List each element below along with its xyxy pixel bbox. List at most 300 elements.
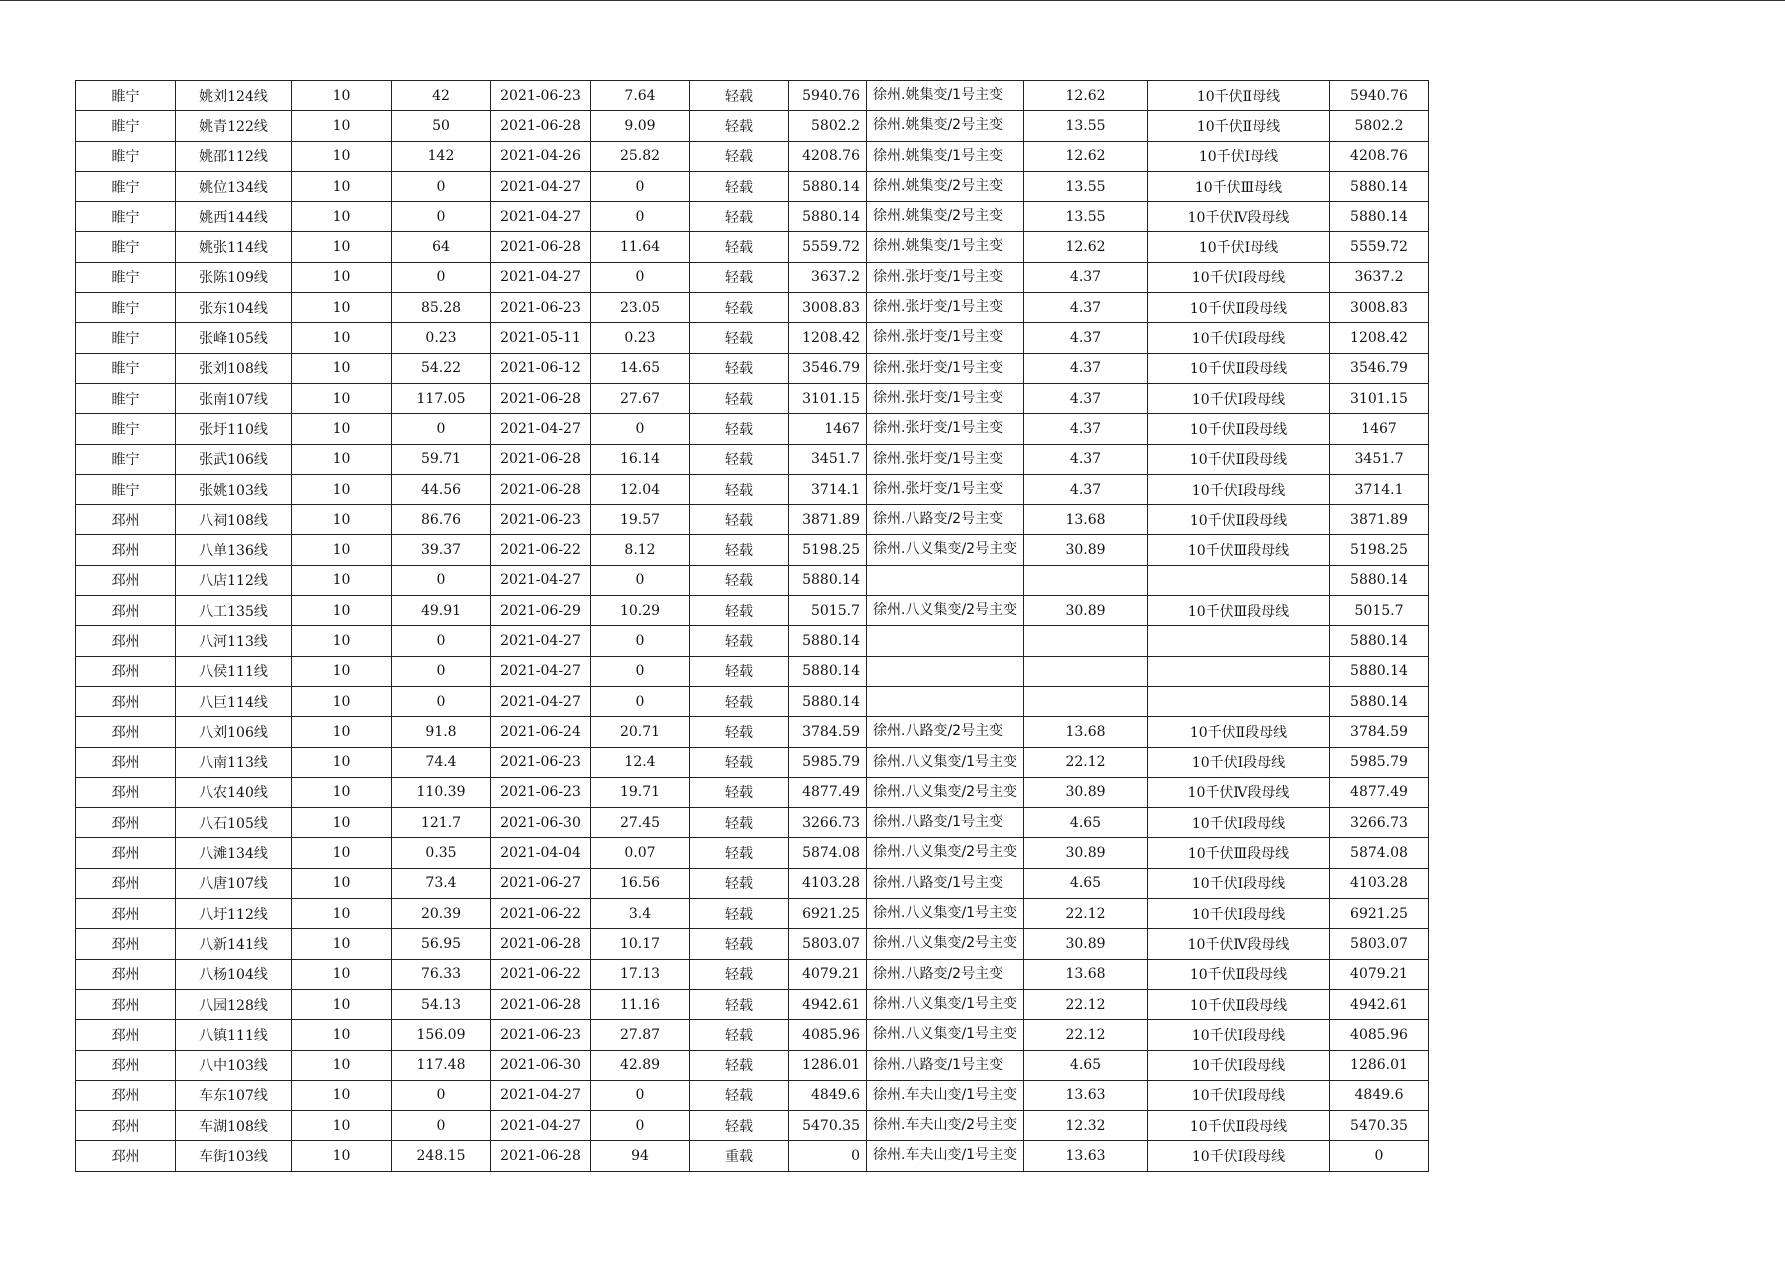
- table-row: [76, 141, 1429, 171]
- cell-load-status: 轻载: [690, 141, 789, 171]
- cell-load-status: 轻载: [690, 868, 789, 898]
- cell-voltage: 10: [292, 444, 392, 474]
- cell-transformer-rate: 22.12: [1024, 1020, 1148, 1050]
- cell-load-value: 73.4: [392, 868, 491, 898]
- table-row: [76, 808, 1429, 838]
- cell-remaining-capacity: 3546.79: [1330, 353, 1429, 383]
- cell-load-rate: 0: [591, 1111, 690, 1141]
- cell-substation: 徐州.车夫山变/1号主变: [867, 1141, 1024, 1171]
- cell-load-rate: 3.4: [591, 899, 690, 929]
- cell-remaining-capacity: 5874.08: [1330, 838, 1429, 868]
- cell-remaining-capacity: 5985.79: [1330, 747, 1429, 777]
- cell-area: 睢宁: [76, 141, 176, 171]
- cell-remaining-capacity: 5940.76: [1330, 81, 1429, 111]
- cell-date: 2021-06-24: [491, 717, 591, 747]
- cell-substation: 徐州.八路变/1号主变: [867, 1050, 1024, 1080]
- cell-line-name: 八新141线: [176, 929, 292, 959]
- cell-line-name: 张东104线: [176, 293, 292, 323]
- cell-load-rate: 7.64: [591, 81, 690, 111]
- cell-load-value: 85.28: [392, 293, 491, 323]
- cell-substation: [867, 626, 1024, 656]
- cell-remaining-capacity: 4085.96: [1330, 1020, 1429, 1050]
- cell-date: 2021-06-28: [491, 1141, 591, 1171]
- cell-substation: [867, 686, 1024, 716]
- cell-remaining-capacity: 3266.73: [1330, 808, 1429, 838]
- cell-substation: 徐州.姚集变/2号主变: [867, 202, 1024, 232]
- table-row: [76, 989, 1429, 1019]
- cell-area: 邳州: [76, 929, 176, 959]
- cell-area: 睢宁: [76, 171, 176, 201]
- cell-load-status: 轻载: [690, 171, 789, 201]
- cell-load-status: 轻载: [690, 929, 789, 959]
- cell-load-status: 轻载: [690, 777, 789, 807]
- cell-line-name: 八石105线: [176, 808, 292, 838]
- cell-substation: 徐州.车夫山变/2号主变: [867, 1111, 1024, 1141]
- cell-bus-section: 10千伏Ⅱ段母线: [1148, 505, 1330, 535]
- cell-transformer-rate: 30.89: [1024, 596, 1148, 626]
- cell-date: 2021-06-28: [491, 444, 591, 474]
- cell-capacity: 1208.42: [789, 323, 867, 353]
- cell-load-value: 39.37: [392, 535, 491, 565]
- cell-remaining-capacity: 3008.83: [1330, 293, 1429, 323]
- cell-load-rate: 11.64: [591, 232, 690, 262]
- table-row: [76, 262, 1429, 292]
- cell-load-value: 54.13: [392, 989, 491, 1019]
- cell-capacity: 5803.07: [789, 929, 867, 959]
- cell-load-value: 0: [392, 1111, 491, 1141]
- cell-line-name: 八园128线: [176, 989, 292, 1019]
- cell-remaining-capacity: 5559.72: [1330, 232, 1429, 262]
- cell-substation: 徐州.八路变/2号主变: [867, 505, 1024, 535]
- cell-voltage: 10: [292, 565, 392, 595]
- cell-remaining-capacity: 0: [1330, 1141, 1429, 1171]
- cell-date: 2021-04-27: [491, 565, 591, 595]
- cell-substation: 徐州.姚集变/1号主变: [867, 81, 1024, 111]
- cell-remaining-capacity: 5880.14: [1330, 686, 1429, 716]
- cell-voltage: 10: [292, 989, 392, 1019]
- cell-voltage: 10: [292, 414, 392, 444]
- cell-date: 2021-04-27: [491, 262, 591, 292]
- cell-line-name: 姚青122线: [176, 111, 292, 141]
- table-row: [76, 81, 1429, 111]
- cell-load-status: 轻载: [690, 808, 789, 838]
- cell-load-value: 49.91: [392, 596, 491, 626]
- cell-bus-section: 10千伏Ⅱ母线: [1148, 111, 1330, 141]
- table-row: [76, 899, 1429, 929]
- table-row: [76, 111, 1429, 141]
- table-row: [76, 414, 1429, 444]
- cell-substation: 徐州.张圩变/1号主变: [867, 444, 1024, 474]
- cell-bus-section: 10千伏Ⅰ段母线: [1148, 808, 1330, 838]
- cell-load-rate: 8.12: [591, 535, 690, 565]
- cell-remaining-capacity: 5803.07: [1330, 929, 1429, 959]
- cell-transformer-rate: 4.65: [1024, 868, 1148, 898]
- cell-area: 邳州: [76, 747, 176, 777]
- cell-line-name: 姚西144线: [176, 202, 292, 232]
- cell-capacity: 5880.14: [789, 686, 867, 716]
- cell-remaining-capacity: 5802.2: [1330, 111, 1429, 141]
- cell-capacity: 4942.61: [789, 989, 867, 1019]
- cell-substation: 徐州.姚集变/1号主变: [867, 141, 1024, 171]
- cell-substation: 徐州.八义集变/2号主变: [867, 838, 1024, 868]
- cell-load-rate: 42.89: [591, 1050, 690, 1080]
- cell-remaining-capacity: 5880.14: [1330, 171, 1429, 201]
- table-row: [76, 383, 1429, 413]
- cell-date: 2021-06-12: [491, 353, 591, 383]
- cell-line-name: 八刘106线: [176, 717, 292, 747]
- cell-capacity: 5880.14: [789, 626, 867, 656]
- cell-date: 2021-06-23: [491, 81, 591, 111]
- cell-voltage: 10: [292, 656, 392, 686]
- cell-load-status: 轻载: [690, 202, 789, 232]
- cell-area: 睢宁: [76, 81, 176, 111]
- cell-voltage: 10: [292, 808, 392, 838]
- cell-load-status: 轻载: [690, 1050, 789, 1080]
- cell-load-value: 248.15: [392, 1141, 491, 1171]
- cell-transformer-rate: 13.55: [1024, 202, 1148, 232]
- cell-capacity: 5880.14: [789, 202, 867, 232]
- cell-transformer-rate: 4.37: [1024, 414, 1148, 444]
- cell-area: 邳州: [76, 596, 176, 626]
- cell-remaining-capacity: 5880.14: [1330, 656, 1429, 686]
- cell-date: 2021-04-27: [491, 656, 591, 686]
- cell-capacity: 5015.7: [789, 596, 867, 626]
- cell-transformer-rate: 4.37: [1024, 323, 1148, 353]
- table-row: [76, 596, 1429, 626]
- cell-bus-section: 10千伏Ⅳ段母线: [1148, 202, 1330, 232]
- cell-load-value: 74.4: [392, 747, 491, 777]
- cell-line-name: 八祠108线: [176, 505, 292, 535]
- cell-bus-section: 10千伏Ⅱ段母线: [1148, 959, 1330, 989]
- cell-substation: 徐州.八路变/1号主变: [867, 808, 1024, 838]
- cell-capacity: 1286.01: [789, 1050, 867, 1080]
- cell-date: 2021-06-28: [491, 111, 591, 141]
- cell-bus-section: 10千伏Ⅰ段母线: [1148, 1141, 1330, 1171]
- cell-load-rate: 23.05: [591, 293, 690, 323]
- table-row: [76, 1111, 1429, 1141]
- cell-load-rate: 10.17: [591, 929, 690, 959]
- cell-load-rate: 0: [591, 202, 690, 232]
- cell-load-status: 轻载: [690, 1020, 789, 1050]
- table-row: [76, 505, 1429, 535]
- cell-load-value: 54.22: [392, 353, 491, 383]
- cell-date: 2021-06-23: [491, 505, 591, 535]
- cell-load-status: 轻载: [690, 656, 789, 686]
- cell-bus-section: 10千伏Ⅰ母线: [1148, 232, 1330, 262]
- cell-date: 2021-06-28: [491, 474, 591, 504]
- cell-bus-section: 10千伏Ⅰ段母线: [1148, 262, 1330, 292]
- cell-voltage: 10: [292, 474, 392, 504]
- cell-transformer-rate: 30.89: [1024, 535, 1148, 565]
- cell-capacity: 5880.14: [789, 171, 867, 201]
- cell-line-name: 八农140线: [176, 777, 292, 807]
- cell-remaining-capacity: 4079.21: [1330, 959, 1429, 989]
- cell-line-name: 车湖108线: [176, 1111, 292, 1141]
- cell-load-rate: 27.45: [591, 808, 690, 838]
- cell-bus-section: 10千伏Ⅰ段母线: [1148, 1020, 1330, 1050]
- cell-line-name: 八滩134线: [176, 838, 292, 868]
- cell-capacity: 3714.1: [789, 474, 867, 504]
- cell-substation: 徐州.姚集变/2号主变: [867, 111, 1024, 141]
- cell-substation: 徐州.张圩变/1号主变: [867, 353, 1024, 383]
- cell-load-value: 0: [392, 262, 491, 292]
- cell-area: 睢宁: [76, 232, 176, 262]
- cell-capacity: 1467: [789, 414, 867, 444]
- cell-capacity: 3784.59: [789, 717, 867, 747]
- cell-capacity: 4085.96: [789, 1020, 867, 1050]
- cell-line-name: 八巨114线: [176, 686, 292, 716]
- cell-bus-section: 10千伏Ⅰ段母线: [1148, 474, 1330, 504]
- cell-area: 邳州: [76, 899, 176, 929]
- cell-bus-section: 10千伏Ⅲ段母线: [1148, 535, 1330, 565]
- top-border-line: [0, 0, 1785, 1]
- cell-line-name: 八河113线: [176, 626, 292, 656]
- cell-remaining-capacity: 5470.35: [1330, 1111, 1429, 1141]
- cell-load-status: 轻载: [690, 747, 789, 777]
- cell-remaining-capacity: 3784.59: [1330, 717, 1429, 747]
- cell-substation: [867, 656, 1024, 686]
- cell-area: 邳州: [76, 1141, 176, 1171]
- cell-load-value: 0: [392, 626, 491, 656]
- cell-capacity: 6921.25: [789, 899, 867, 929]
- table-row: [76, 535, 1429, 565]
- cell-substation: 徐州.张圩变/1号主变: [867, 383, 1024, 413]
- cell-load-rate: 0: [591, 414, 690, 444]
- cell-transformer-rate: 22.12: [1024, 989, 1148, 1019]
- cell-area: 睢宁: [76, 444, 176, 474]
- cell-date: 2021-06-23: [491, 293, 591, 323]
- cell-bus-section: 10千伏Ⅰ段母线: [1148, 747, 1330, 777]
- cell-load-rate: 27.67: [591, 383, 690, 413]
- cell-load-rate: 0: [591, 565, 690, 595]
- cell-voltage: 10: [292, 353, 392, 383]
- cell-bus-section: 10千伏Ⅲ段母线: [1148, 596, 1330, 626]
- table-row: [76, 202, 1429, 232]
- cell-load-status: 轻载: [690, 535, 789, 565]
- table-row: [76, 1141, 1429, 1171]
- cell-date: 2021-06-22: [491, 535, 591, 565]
- cell-transformer-rate: 4.37: [1024, 353, 1148, 383]
- cell-load-value: 0: [392, 686, 491, 716]
- table-row: [76, 717, 1429, 747]
- cell-transformer-rate: 30.89: [1024, 838, 1148, 868]
- cell-transformer-rate: 13.68: [1024, 505, 1148, 535]
- cell-load-rate: 16.56: [591, 868, 690, 898]
- cell-capacity: 0: [789, 1141, 867, 1171]
- cell-date: 2021-06-22: [491, 899, 591, 929]
- cell-load-status: 轻载: [690, 383, 789, 413]
- table-row: [76, 686, 1429, 716]
- cell-transformer-rate: [1024, 686, 1148, 716]
- table-row: [76, 1050, 1429, 1080]
- table-row: [76, 1080, 1429, 1110]
- cell-bus-section: 10千伏Ⅰ段母线: [1148, 1080, 1330, 1110]
- cell-transformer-rate: 30.89: [1024, 777, 1148, 807]
- cell-date: 2021-06-22: [491, 959, 591, 989]
- cell-substation: [867, 565, 1024, 595]
- cell-remaining-capacity: 4849.6: [1330, 1080, 1429, 1110]
- table-row: [76, 565, 1429, 595]
- cell-substation: 徐州.八义集变/1号主变: [867, 989, 1024, 1019]
- cell-substation: 徐州.姚集变/1号主变: [867, 232, 1024, 262]
- cell-capacity: 5880.14: [789, 565, 867, 595]
- cell-transformer-rate: 4.37: [1024, 474, 1148, 504]
- cell-transformer-rate: 12.62: [1024, 232, 1148, 262]
- cell-bus-section: 10千伏Ⅰ段母线: [1148, 899, 1330, 929]
- table-row: [76, 1020, 1429, 1050]
- cell-bus-section: 10千伏Ⅱ段母线: [1148, 414, 1330, 444]
- cell-load-value: 0: [392, 171, 491, 201]
- cell-load-status: 轻载: [690, 111, 789, 141]
- cell-transformer-rate: 22.12: [1024, 747, 1148, 777]
- cell-transformer-rate: 13.55: [1024, 171, 1148, 201]
- cell-voltage: 10: [292, 929, 392, 959]
- cell-bus-section: [1148, 656, 1330, 686]
- cell-substation: 徐州.张圩变/1号主变: [867, 293, 1024, 323]
- cell-load-value: 0: [392, 1080, 491, 1110]
- cell-load-value: 0: [392, 656, 491, 686]
- cell-capacity: 3008.83: [789, 293, 867, 323]
- cell-bus-section: [1148, 686, 1330, 716]
- cell-voltage: 10: [292, 1020, 392, 1050]
- cell-load-value: 86.76: [392, 505, 491, 535]
- cell-load-value: 76.33: [392, 959, 491, 989]
- cell-area: 邳州: [76, 656, 176, 686]
- table-row: [76, 626, 1429, 656]
- cell-bus-section: 10千伏Ⅱ段母线: [1148, 293, 1330, 323]
- cell-capacity: 5880.14: [789, 656, 867, 686]
- cell-capacity: 4103.28: [789, 868, 867, 898]
- cell-substation: 徐州.张圩变/1号主变: [867, 323, 1024, 353]
- cell-voltage: 10: [292, 686, 392, 716]
- cell-load-value: 0: [392, 565, 491, 595]
- cell-voltage: 10: [292, 141, 392, 171]
- cell-voltage: 10: [292, 293, 392, 323]
- cell-date: 2021-06-28: [491, 929, 591, 959]
- cell-remaining-capacity: 1286.01: [1330, 1050, 1429, 1080]
- cell-load-rate: 16.14: [591, 444, 690, 474]
- cell-voltage: 10: [292, 868, 392, 898]
- cell-bus-section: 10千伏Ⅱ段母线: [1148, 1111, 1330, 1141]
- load-data-table: [75, 80, 1429, 1172]
- cell-load-value: 142: [392, 141, 491, 171]
- cell-area: 邳州: [76, 1050, 176, 1080]
- cell-substation: 徐州.八义集变/2号主变: [867, 535, 1024, 565]
- cell-remaining-capacity: 4877.49: [1330, 777, 1429, 807]
- cell-area: 睢宁: [76, 111, 176, 141]
- cell-load-rate: 11.16: [591, 989, 690, 1019]
- cell-load-status: 轻载: [690, 989, 789, 1019]
- cell-transformer-rate: [1024, 565, 1148, 595]
- cell-transformer-rate: 13.63: [1024, 1080, 1148, 1110]
- cell-load-status: 轻载: [690, 959, 789, 989]
- cell-area: 睢宁: [76, 383, 176, 413]
- cell-load-value: 44.56: [392, 474, 491, 504]
- cell-remaining-capacity: 1208.42: [1330, 323, 1429, 353]
- cell-transformer-rate: 12.62: [1024, 141, 1148, 171]
- cell-date: 2021-06-30: [491, 1050, 591, 1080]
- cell-line-name: 八店112线: [176, 565, 292, 595]
- cell-voltage: 10: [292, 505, 392, 535]
- cell-bus-section: 10千伏Ⅲ母线: [1148, 171, 1330, 201]
- cell-area: 睢宁: [76, 293, 176, 323]
- cell-bus-section: 10千伏Ⅰ段母线: [1148, 323, 1330, 353]
- cell-load-value: 0: [392, 414, 491, 444]
- cell-voltage: 10: [292, 262, 392, 292]
- cell-load-status: 轻载: [690, 1111, 789, 1141]
- cell-remaining-capacity: 5198.25: [1330, 535, 1429, 565]
- cell-remaining-capacity: 1467: [1330, 414, 1429, 444]
- cell-area: 睢宁: [76, 474, 176, 504]
- cell-load-status: 轻载: [690, 262, 789, 292]
- cell-area: 邳州: [76, 535, 176, 565]
- cell-load-value: 64: [392, 232, 491, 262]
- cell-bus-section: 10千伏Ⅲ段母线: [1148, 838, 1330, 868]
- cell-transformer-rate: 13.63: [1024, 1141, 1148, 1171]
- cell-load-rate: 17.13: [591, 959, 690, 989]
- cell-substation: 徐州.八路变/2号主变: [867, 959, 1024, 989]
- cell-load-status: 轻载: [690, 505, 789, 535]
- cell-capacity: 5470.35: [789, 1111, 867, 1141]
- cell-date: 2021-04-27: [491, 1080, 591, 1110]
- table-row: [76, 232, 1429, 262]
- cell-date: 2021-04-26: [491, 141, 591, 171]
- table-row: [76, 323, 1429, 353]
- cell-load-status: 轻载: [690, 323, 789, 353]
- cell-capacity: 5198.25: [789, 535, 867, 565]
- cell-remaining-capacity: 3871.89: [1330, 505, 1429, 535]
- cell-line-name: 八单136线: [176, 535, 292, 565]
- cell-load-value: 56.95: [392, 929, 491, 959]
- cell-date: 2021-04-27: [491, 202, 591, 232]
- cell-line-name: 姚刘124线: [176, 81, 292, 111]
- cell-voltage: 10: [292, 838, 392, 868]
- cell-remaining-capacity: 3451.7: [1330, 444, 1429, 474]
- cell-capacity: 4849.6: [789, 1080, 867, 1110]
- cell-load-rate: 10.29: [591, 596, 690, 626]
- cell-line-name: 姚位134线: [176, 171, 292, 201]
- cell-load-rate: 12.4: [591, 747, 690, 777]
- cell-line-name: 八南113线: [176, 747, 292, 777]
- cell-date: 2021-06-23: [491, 777, 591, 807]
- cell-area: 邳州: [76, 838, 176, 868]
- cell-voltage: 10: [292, 323, 392, 353]
- cell-load-status: 轻载: [690, 686, 789, 716]
- cell-bus-section: 10千伏Ⅰ段母线: [1148, 383, 1330, 413]
- cell-load-rate: 0: [591, 1080, 690, 1110]
- cell-load-rate: 0.07: [591, 838, 690, 868]
- cell-transformer-rate: [1024, 626, 1148, 656]
- cell-transformer-rate: 13.68: [1024, 717, 1148, 747]
- cell-area: 邳州: [76, 1020, 176, 1050]
- cell-load-value: 59.71: [392, 444, 491, 474]
- cell-load-rate: 20.71: [591, 717, 690, 747]
- cell-line-name: 张圩110线: [176, 414, 292, 444]
- cell-load-value: 0.35: [392, 838, 491, 868]
- cell-line-name: 八中103线: [176, 1050, 292, 1080]
- cell-date: 2021-05-11: [491, 323, 591, 353]
- cell-bus-section: 10千伏Ⅱ段母线: [1148, 717, 1330, 747]
- cell-load-rate: 0: [591, 171, 690, 201]
- cell-load-value: 0.23: [392, 323, 491, 353]
- cell-voltage: 10: [292, 717, 392, 747]
- cell-date: 2021-06-30: [491, 808, 591, 838]
- cell-load-rate: 12.04: [591, 474, 690, 504]
- cell-substation: 徐州.八路变/1号主变: [867, 868, 1024, 898]
- table-row: [76, 353, 1429, 383]
- cell-load-status: 轻载: [690, 353, 789, 383]
- cell-load-value: 110.39: [392, 777, 491, 807]
